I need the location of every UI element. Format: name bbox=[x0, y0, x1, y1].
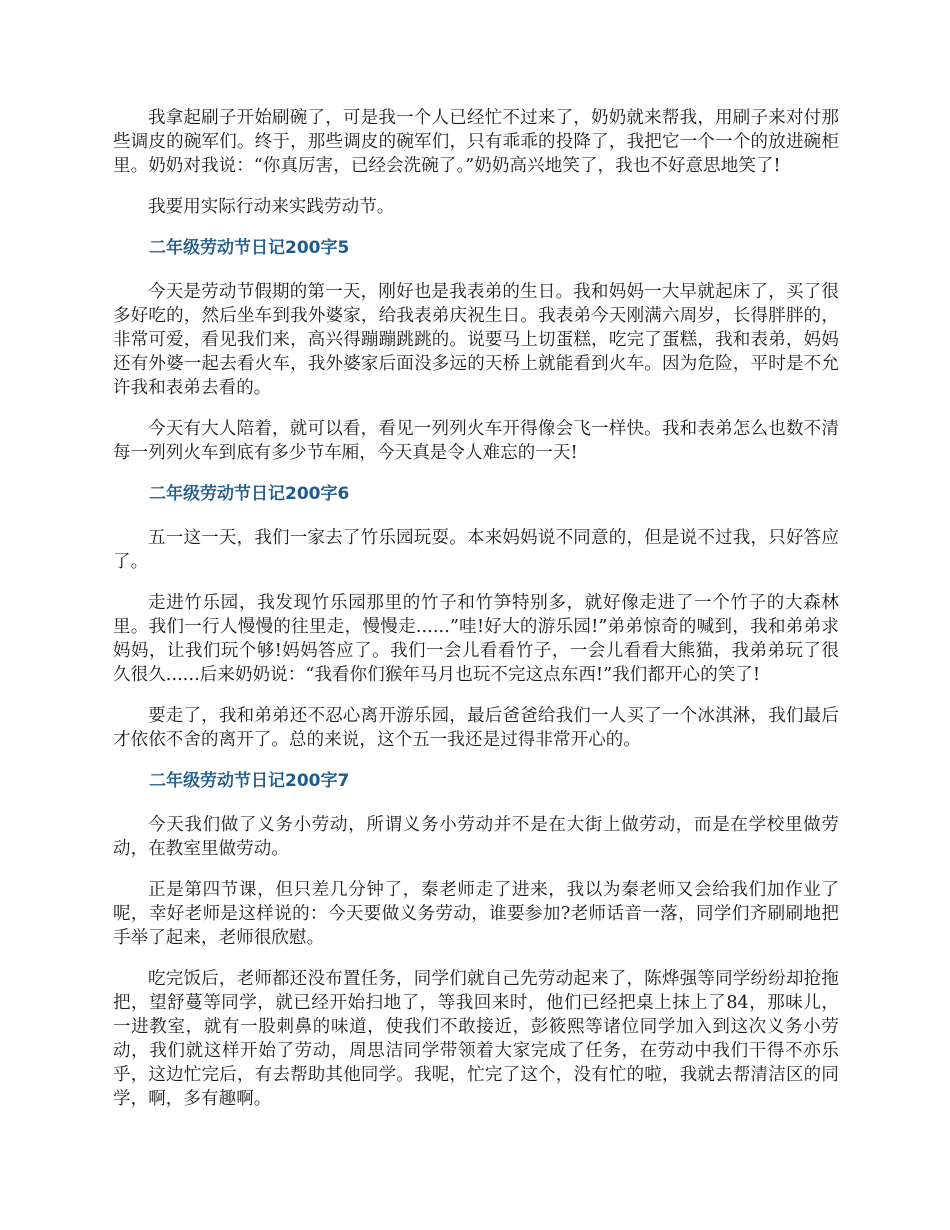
paragraph: 正是第四节课，但只差几分钟了，秦老师走了进来，我以为秦老师又会给我们加作业了呢，幸好老师是这样说的：今天要做义务劳动，谁要参加?老师话音一落，同学们齐刷刷地把手举了起来，老师很欣慰。 bbox=[113, 880, 839, 948]
section-heading: 二年级劳动节日记200字7 bbox=[149, 771, 350, 791]
section-heading: 二年级劳动节日记200字6 bbox=[149, 484, 350, 504]
paragraph: 今天我们做了义务小劳动，所谓义务小劳动并不是在大街上做劳动，而是在学校里做劳动，在教室里做劳动。 bbox=[113, 815, 839, 859]
paragraph: 我要用实际行动来实践劳动节。 bbox=[148, 197, 395, 217]
paragraph: 吃完饭后，老师都还没布置任务，同学们就自己先劳动起来了，陈烨强等同学纷纷却抢拖把，望舒蔓等同学，就已经开始扫地了，等我回来时，他们已经把桌上抹上了84，那味儿，一进教室，就有一股刺鼻的味道，使我们不敢接近，彭筱熙等诸位同学加入到这次义务小劳动，我们就这样开始了劳动，周思洁同学带领着大家完成了任务，在劳动中我们干得不亦乐乎，这边忙完后，有去帮助其他同学。我呢，忙完了这个，没有忙的啦，我就去帮清洁区的同学，啊，多有趣啊。 bbox=[113, 969, 839, 1109]
document-page bbox=[113, 106, 839, 1128]
paragraph: 五一这一天，我们一家去了竹乐园玩耍。本来妈妈说不同意的，但是说不过我，只好答应了。 bbox=[113, 528, 839, 572]
paragraph: 今天有大人陪着，就可以看，看见一列列火车开得像会飞一样快。我和表弟怎么也数不清每一列列火车到底有多少节车厢，今天真是令人难忘的一天! bbox=[113, 419, 839, 463]
paragraph: 走进竹乐园，我发现竹乐园那里的竹子和竹笋特别多，就好像走进了一个竹子的大森林里。我们一行人慢慢的往里走，慢慢走......”哇!好大的游乐园!”弟弟惊奇的喊到，我和弟弟求妈妈，让我们玩个够!妈妈答应了。我们一会儿看看竹子，一会儿看看大熊猫，我弟弟玩了很久很久......后来奶奶说：“我看你们猴年马月也玩不完这点东西!”我们都开心的笑了! bbox=[113, 593, 839, 685]
paragraph: 要走了，我和弟弟还不忍心离开游乐园，最后爸爸给我们一人买了一个冰淇淋，我们最后才依依不舍的离开了。总的来说，这个五一我还是过得非常开心的。 bbox=[113, 706, 839, 750]
paragraph: 今天是劳动节假期的第一天，刚好也是我表弟的生日。我和妈妈一大早就起床了，买了很多好吃的，然后坐车到我外婆家，给我表弟庆祝生日。我表弟今天刚满六周岁，长得胖胖的，非常可爱，看见我们来，高兴得蹦蹦跳跳的。说要马上切蛋糕，吃完了蛋糕，我和表弟，妈妈还有外婆一起去看火车，我外婆家后面没多远的天桥上就能看到火车。因为危险，平时是不允许我和表弟去看的。 bbox=[113, 282, 839, 398]
section-heading: 二年级劳动节日记200字5 bbox=[149, 238, 350, 258]
paragraph: 我拿起刷子开始刷碗了，可是我一个人已经忙不过来了，奶奶就来帮我，用刷子来对付那些调皮的碗军们。终于，那些调皮的碗军们，只有乖乖的投降了，我把它一个一个的放进碗柜里。奶奶对我说：“你真厉害，已经会洗碗了。”奶奶高兴地笑了，我也不好意思地笑了! bbox=[113, 108, 839, 176]
